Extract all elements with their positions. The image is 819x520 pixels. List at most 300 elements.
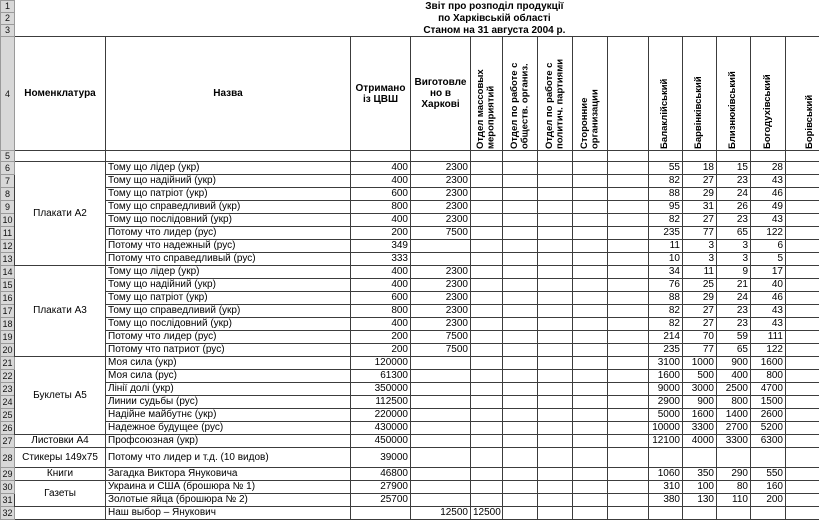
district-bohodukhivskyi-cell[interactable]: 5200 xyxy=(751,422,786,435)
unnamed-col-cell[interactable] xyxy=(608,266,649,279)
district-partial-cell[interactable] xyxy=(786,481,819,494)
district-bohodukhivskyi-cell[interactable]: 122 xyxy=(751,227,786,240)
row-header-8[interactable]: 8 xyxy=(1,188,15,201)
third-party-cell[interactable] xyxy=(573,468,608,481)
third-party-cell[interactable] xyxy=(573,383,608,396)
nomenclature-group-cell[interactable] xyxy=(15,507,106,520)
product-name-cell[interactable]: Надежное будущее (рус) xyxy=(106,422,351,435)
district-barvinkivskyi-cell[interactable]: 4000 xyxy=(683,435,717,448)
row-header-1[interactable]: 1 xyxy=(1,1,15,13)
district-blyzniukivskyi-cell[interactable]: 400 xyxy=(717,370,751,383)
col-header-district-balakliiskyi[interactable] xyxy=(649,37,683,151)
district-blyzniukivskyi-cell[interactable]: 26 xyxy=(717,201,751,214)
col-header-made[interactable]: Виготовлено в Харкові xyxy=(411,37,471,151)
unnamed-col-cell[interactable] xyxy=(608,305,649,318)
dept-parties-cell[interactable] xyxy=(538,331,573,344)
district-barvinkivskyi-cell[interactable]: 27 xyxy=(683,175,717,188)
product-name-cell[interactable]: Тому що послідовний (укр) xyxy=(106,214,351,227)
unnamed-col-cell[interactable] xyxy=(608,227,649,240)
district-balakliiskyi-cell[interactable]: 55 xyxy=(649,162,683,175)
made-cell[interactable]: 2300 xyxy=(411,292,471,305)
district-partial-cell[interactable] xyxy=(786,253,819,266)
row-header-25[interactable]: 25 xyxy=(1,409,15,422)
third-party-cell[interactable] xyxy=(573,507,608,520)
received-cell[interactable]: 350000 xyxy=(351,383,411,396)
received-cell[interactable]: 430000 xyxy=(351,422,411,435)
third-party-cell[interactable] xyxy=(573,227,608,240)
district-bohodukhivskyi-cell[interactable]: 43 xyxy=(751,318,786,331)
unnamed-col-cell[interactable] xyxy=(608,357,649,370)
product-name-cell[interactable]: Украина и США (брошюра № 1) xyxy=(106,481,351,494)
district-barvinkivskyi-cell[interactable]: 77 xyxy=(683,344,717,357)
unnamed-col-cell[interactable] xyxy=(608,344,649,357)
product-name-cell[interactable]: Моя сила (рус) xyxy=(106,370,351,383)
dept-parties-cell[interactable] xyxy=(538,175,573,188)
received-cell[interactable]: 200 xyxy=(351,331,411,344)
third-party-cell[interactable] xyxy=(573,214,608,227)
district-blyzniukivskyi-cell[interactable]: 15 xyxy=(717,162,751,175)
empty-cell[interactable] xyxy=(351,151,411,162)
received-cell[interactable]: 200 xyxy=(351,344,411,357)
district-blyzniukivskyi-cell[interactable]: 23 xyxy=(717,318,751,331)
row-header-24[interactable]: 24 xyxy=(1,396,15,409)
district-blyzniukivskyi-cell[interactable]: 65 xyxy=(717,344,751,357)
district-bohodukhivskyi-cell[interactable]: 200 xyxy=(751,494,786,507)
dept-mass-cell[interactable] xyxy=(471,494,503,507)
dept-mass-cell[interactable] xyxy=(471,253,503,266)
product-name-cell[interactable]: Тому що справедливий (укр) xyxy=(106,305,351,318)
district-balakliiskyi-cell[interactable]: 2900 xyxy=(649,396,683,409)
dept-public-cell[interactable] xyxy=(503,331,538,344)
col-header-dept-parties[interactable] xyxy=(538,37,573,151)
row-header-20[interactable]: 20 xyxy=(1,344,15,357)
district-partial-cell[interactable] xyxy=(786,448,819,468)
district-blyzniukivskyi-cell[interactable]: 2500 xyxy=(717,383,751,396)
dept-parties-cell[interactable] xyxy=(538,188,573,201)
unnamed-col-cell[interactable] xyxy=(608,448,649,468)
dept-mass-cell[interactable] xyxy=(471,481,503,494)
dept-parties-cell[interactable] xyxy=(538,227,573,240)
district-blyzniukivskyi-cell[interactable]: 21 xyxy=(717,279,751,292)
nomenclature-group-cell[interactable]: Плакати А2 xyxy=(15,162,106,266)
third-party-cell[interactable] xyxy=(573,370,608,383)
district-barvinkivskyi-cell[interactable]: 130 xyxy=(683,494,717,507)
district-partial-cell[interactable] xyxy=(786,318,819,331)
third-party-cell[interactable] xyxy=(573,357,608,370)
col-header-district-partial[interactable] xyxy=(786,37,819,151)
product-name-cell[interactable]: Загадка Виктора Януковича xyxy=(106,468,351,481)
district-partial-cell[interactable] xyxy=(786,201,819,214)
district-blyzniukivskyi-cell[interactable]: 290 xyxy=(717,468,751,481)
dept-parties-cell[interactable] xyxy=(538,305,573,318)
empty-cell[interactable] xyxy=(683,151,717,162)
dept-public-cell[interactable] xyxy=(503,468,538,481)
row-header-19[interactable]: 19 xyxy=(1,331,15,344)
row-header-32[interactable]: 32 xyxy=(1,507,15,520)
made-cell[interactable]: 2300 xyxy=(411,214,471,227)
district-barvinkivskyi-cell[interactable]: 27 xyxy=(683,305,717,318)
district-partial-cell[interactable] xyxy=(786,422,819,435)
district-bohodukhivskyi-cell[interactable] xyxy=(751,448,786,468)
nomenclature-group-cell[interactable]: Книги xyxy=(15,468,106,481)
district-partial-cell[interactable] xyxy=(786,344,819,357)
empty-cell[interactable] xyxy=(608,151,649,162)
dept-public-cell[interactable] xyxy=(503,435,538,448)
col-header-third-party[interactable] xyxy=(573,37,608,151)
district-blyzniukivskyi-cell[interactable]: 1400 xyxy=(717,409,751,422)
nomenclature-group-cell[interactable]: Листовки А4 xyxy=(15,435,106,448)
dept-public-cell[interactable] xyxy=(503,481,538,494)
row-header-29[interactable]: 29 xyxy=(1,468,15,481)
product-name-cell[interactable]: Тому що справедливий (укр) xyxy=(106,201,351,214)
third-party-cell[interactable] xyxy=(573,292,608,305)
district-partial-cell[interactable] xyxy=(786,227,819,240)
district-partial-cell[interactable] xyxy=(786,494,819,507)
empty-cell[interactable] xyxy=(649,151,683,162)
district-balakliiskyi-cell[interactable]: 34 xyxy=(649,266,683,279)
made-cell[interactable]: 2300 xyxy=(411,279,471,292)
dept-mass-cell[interactable] xyxy=(471,240,503,253)
dept-parties-cell[interactable] xyxy=(538,383,573,396)
unnamed-col-cell[interactable] xyxy=(608,331,649,344)
district-balakliiskyi-cell[interactable]: 12100 xyxy=(649,435,683,448)
district-partial-cell[interactable] xyxy=(786,266,819,279)
dept-public-cell[interactable] xyxy=(503,370,538,383)
empty-cell[interactable] xyxy=(106,151,351,162)
dept-mass-cell[interactable] xyxy=(471,292,503,305)
dept-parties-cell[interactable] xyxy=(538,481,573,494)
district-partial-cell[interactable] xyxy=(786,507,819,520)
made-cell[interactable] xyxy=(411,253,471,266)
district-barvinkivskyi-cell[interactable]: 350 xyxy=(683,468,717,481)
empty-cell[interactable] xyxy=(411,151,471,162)
received-cell[interactable]: 800 xyxy=(351,201,411,214)
made-cell[interactable] xyxy=(411,383,471,396)
made-cell[interactable] xyxy=(411,370,471,383)
row-header-2[interactable]: 2 xyxy=(1,13,15,25)
dept-mass-cell[interactable] xyxy=(471,468,503,481)
dept-mass-cell[interactable] xyxy=(471,344,503,357)
received-cell[interactable]: 400 xyxy=(351,318,411,331)
made-cell[interactable]: 2300 xyxy=(411,175,471,188)
district-bohodukhivskyi-cell[interactable]: 17 xyxy=(751,266,786,279)
row-header-31[interactable]: 31 xyxy=(1,494,15,507)
dept-public-cell[interactable] xyxy=(503,422,538,435)
district-balakliiskyi-cell[interactable]: 9000 xyxy=(649,383,683,396)
unnamed-col-cell[interactable] xyxy=(608,383,649,396)
unnamed-col-cell[interactable] xyxy=(608,422,649,435)
district-balakliiskyi-cell[interactable]: 82 xyxy=(649,214,683,227)
dept-public-cell[interactable] xyxy=(503,494,538,507)
unnamed-col-cell[interactable] xyxy=(608,468,649,481)
district-bohodukhivskyi-cell[interactable]: 40 xyxy=(751,279,786,292)
row-header-6[interactable]: 6 xyxy=(1,162,15,175)
dept-parties-cell[interactable] xyxy=(538,292,573,305)
dept-parties-cell[interactable] xyxy=(538,214,573,227)
col-header-dept-mass[interactable] xyxy=(471,37,503,151)
dept-mass-cell[interactable] xyxy=(471,409,503,422)
row-header-9[interactable]: 9 xyxy=(1,201,15,214)
row-header-30[interactable]: 30 xyxy=(1,481,15,494)
unnamed-col-cell[interactable] xyxy=(608,162,649,175)
dept-parties-cell[interactable] xyxy=(538,201,573,214)
district-blyzniukivskyi-cell[interactable]: 23 xyxy=(717,305,751,318)
third-party-cell[interactable] xyxy=(573,188,608,201)
district-barvinkivskyi-cell[interactable]: 3 xyxy=(683,253,717,266)
dept-public-cell[interactable] xyxy=(503,305,538,318)
district-balakliiskyi-cell[interactable]: 1600 xyxy=(649,370,683,383)
dept-mass-cell[interactable] xyxy=(471,162,503,175)
received-cell[interactable]: 600 xyxy=(351,188,411,201)
received-cell[interactable]: 400 xyxy=(351,175,411,188)
district-partial-cell[interactable] xyxy=(786,468,819,481)
district-partial-cell[interactable] xyxy=(786,357,819,370)
made-cell[interactable]: 2300 xyxy=(411,266,471,279)
third-party-cell[interactable] xyxy=(573,162,608,175)
district-blyzniukivskyi-cell[interactable]: 23 xyxy=(717,214,751,227)
district-barvinkivskyi-cell[interactable]: 27 xyxy=(683,214,717,227)
product-name-cell[interactable]: Линии судьбы (рус) xyxy=(106,396,351,409)
row-header-15[interactable]: 15 xyxy=(1,279,15,292)
row-header-16[interactable]: 16 xyxy=(1,292,15,305)
district-bohodukhivskyi-cell[interactable]: 160 xyxy=(751,481,786,494)
district-bohodukhivskyi-cell[interactable]: 800 xyxy=(751,370,786,383)
received-cell[interactable]: 333 xyxy=(351,253,411,266)
col-header-district-blyzniukivskyi[interactable] xyxy=(717,37,751,151)
district-blyzniukivskyi-cell[interactable]: 23 xyxy=(717,175,751,188)
dept-parties-cell[interactable] xyxy=(538,279,573,292)
dept-public-cell[interactable] xyxy=(503,175,538,188)
received-cell[interactable]: 220000 xyxy=(351,409,411,422)
dept-mass-cell[interactable] xyxy=(471,331,503,344)
unnamed-col-cell[interactable] xyxy=(608,481,649,494)
third-party-cell[interactable] xyxy=(573,175,608,188)
district-bohodukhivskyi-cell[interactable]: 1600 xyxy=(751,357,786,370)
received-cell[interactable]: 112500 xyxy=(351,396,411,409)
district-blyzniukivskyi-cell[interactable]: 80 xyxy=(717,481,751,494)
received-cell[interactable]: 120000 xyxy=(351,357,411,370)
col-header-unnamed[interactable] xyxy=(608,37,649,151)
third-party-cell[interactable] xyxy=(573,448,608,468)
district-balakliiskyi-cell[interactable]: 82 xyxy=(649,318,683,331)
district-barvinkivskyi-cell[interactable]: 900 xyxy=(683,396,717,409)
received-cell[interactable]: 39000 xyxy=(351,448,411,468)
district-bohodukhivskyi-cell[interactable]: 43 xyxy=(751,214,786,227)
district-partial-cell[interactable] xyxy=(786,162,819,175)
district-balakliiskyi-cell[interactable]: 76 xyxy=(649,279,683,292)
made-cell[interactable]: 2300 xyxy=(411,188,471,201)
dept-parties-cell[interactable] xyxy=(538,409,573,422)
col-header-received[interactable]: Отримано із ЦВШ xyxy=(351,37,411,151)
product-name-cell[interactable]: Тому що патріот (укр) xyxy=(106,292,351,305)
district-balakliiskyi-cell[interactable]: 82 xyxy=(649,305,683,318)
district-bohodukhivskyi-cell[interactable]: 46 xyxy=(751,292,786,305)
third-party-cell[interactable] xyxy=(573,240,608,253)
district-partial-cell[interactable] xyxy=(786,214,819,227)
district-balakliiskyi-cell[interactable]: 11 xyxy=(649,240,683,253)
district-balakliiskyi-cell[interactable]: 88 xyxy=(649,188,683,201)
dept-mass-cell[interactable] xyxy=(471,422,503,435)
product-name-cell[interactable]: Лінії долі (укр) xyxy=(106,383,351,396)
district-partial-cell[interactable] xyxy=(786,409,819,422)
district-barvinkivskyi-cell[interactable]: 3300 xyxy=(683,422,717,435)
made-cell[interactable]: 7500 xyxy=(411,227,471,240)
row-header-18[interactable]: 18 xyxy=(1,318,15,331)
dept-public-cell[interactable] xyxy=(503,318,538,331)
third-party-cell[interactable] xyxy=(573,422,608,435)
third-party-cell[interactable] xyxy=(573,201,608,214)
row-header-26[interactable]: 26 xyxy=(1,422,15,435)
unnamed-col-cell[interactable] xyxy=(608,214,649,227)
dept-public-cell[interactable] xyxy=(503,279,538,292)
product-name-cell[interactable]: Потому что лидер и т.д. (10 видов) xyxy=(106,448,351,468)
unnamed-col-cell[interactable] xyxy=(608,279,649,292)
dept-public-cell[interactable] xyxy=(503,292,538,305)
district-bohodukhivskyi-cell[interactable] xyxy=(751,507,786,520)
made-cell[interactable] xyxy=(411,448,471,468)
product-name-cell[interactable]: Потому что справедливый (рус) xyxy=(106,253,351,266)
district-blyzniukivskyi-cell[interactable]: 2700 xyxy=(717,422,751,435)
district-barvinkivskyi-cell[interactable]: 11 xyxy=(683,266,717,279)
report-title-line2[interactable]: по Харківській області xyxy=(15,13,819,25)
unnamed-col-cell[interactable] xyxy=(608,507,649,520)
dept-mass-cell[interactable] xyxy=(471,370,503,383)
received-cell[interactable]: 400 xyxy=(351,279,411,292)
empty-cell[interactable] xyxy=(471,151,503,162)
dept-parties-cell[interactable] xyxy=(538,357,573,370)
district-partial-cell[interactable] xyxy=(786,292,819,305)
district-balakliiskyi-cell[interactable] xyxy=(649,448,683,468)
district-partial-cell[interactable] xyxy=(786,435,819,448)
district-barvinkivskyi-cell[interactable]: 1600 xyxy=(683,409,717,422)
dept-public-cell[interactable] xyxy=(503,507,538,520)
dept-parties-cell[interactable] xyxy=(538,448,573,468)
district-bohodukhivskyi-cell[interactable]: 43 xyxy=(751,305,786,318)
made-cell[interactable] xyxy=(411,422,471,435)
received-cell[interactable]: 400 xyxy=(351,266,411,279)
made-cell[interactable] xyxy=(411,357,471,370)
district-balakliiskyi-cell[interactable]: 1060 xyxy=(649,468,683,481)
row-header-13[interactable]: 13 xyxy=(1,253,15,266)
product-name-cell[interactable]: Потому что патриот (рус) xyxy=(106,344,351,357)
dept-mass-cell[interactable] xyxy=(471,201,503,214)
district-balakliiskyi-cell[interactable]: 214 xyxy=(649,331,683,344)
empty-cell[interactable] xyxy=(573,151,608,162)
district-balakliiskyi-cell[interactable]: 235 xyxy=(649,227,683,240)
dept-parties-cell[interactable] xyxy=(538,370,573,383)
report-title-line3[interactable]: Станом на 31 августа 2004 р. xyxy=(15,25,819,37)
col-header-district-barvinkivskyi[interactable] xyxy=(683,37,717,151)
district-blyzniukivskyi-cell[interactable]: 900 xyxy=(717,357,751,370)
third-party-cell[interactable] xyxy=(573,318,608,331)
district-blyzniukivskyi-cell[interactable] xyxy=(717,448,751,468)
row-header-7[interactable]: 7 xyxy=(1,175,15,188)
district-bohodukhivskyi-cell[interactable]: 4700 xyxy=(751,383,786,396)
made-cell[interactable] xyxy=(411,396,471,409)
received-cell[interactable] xyxy=(351,507,411,520)
district-blyzniukivskyi-cell[interactable]: 110 xyxy=(717,494,751,507)
dept-parties-cell[interactable] xyxy=(538,435,573,448)
district-partial-cell[interactable] xyxy=(786,396,819,409)
product-name-cell[interactable]: Тому що надійний (укр) xyxy=(106,279,351,292)
district-partial-cell[interactable] xyxy=(786,370,819,383)
district-balakliiskyi-cell[interactable]: 10 xyxy=(649,253,683,266)
dept-public-cell[interactable] xyxy=(503,266,538,279)
district-blyzniukivskyi-cell[interactable]: 800 xyxy=(717,396,751,409)
district-barvinkivskyi-cell[interactable]: 500 xyxy=(683,370,717,383)
third-party-cell[interactable] xyxy=(573,344,608,357)
dept-public-cell[interactable] xyxy=(503,201,538,214)
nomenclature-group-cell[interactable]: Буклеты А5 xyxy=(15,357,106,435)
received-cell[interactable]: 400 xyxy=(351,214,411,227)
third-party-cell[interactable] xyxy=(573,481,608,494)
dept-parties-cell[interactable] xyxy=(538,396,573,409)
district-partial-cell[interactable] xyxy=(786,175,819,188)
received-cell[interactable]: 46800 xyxy=(351,468,411,481)
third-party-cell[interactable] xyxy=(573,253,608,266)
made-cell[interactable] xyxy=(411,435,471,448)
dept-parties-cell[interactable] xyxy=(538,468,573,481)
third-party-cell[interactable] xyxy=(573,279,608,292)
district-partial-cell[interactable] xyxy=(786,305,819,318)
district-barvinkivskyi-cell[interactable]: 3000 xyxy=(683,383,717,396)
district-barvinkivskyi-cell[interactable]: 18 xyxy=(683,162,717,175)
nomenclature-group-cell[interactable]: Плакати А3 xyxy=(15,266,106,357)
district-blyzniukivskyi-cell[interactable]: 3 xyxy=(717,240,751,253)
district-blyzniukivskyi-cell[interactable] xyxy=(717,507,751,520)
row-header-28[interactable]: 28 xyxy=(1,448,15,468)
district-partial-cell[interactable] xyxy=(786,279,819,292)
unnamed-col-cell[interactable] xyxy=(608,240,649,253)
row-header-14[interactable]: 14 xyxy=(1,266,15,279)
row-header-21[interactable]: 21 xyxy=(1,357,15,370)
district-partial-cell[interactable] xyxy=(786,331,819,344)
row-header-11[interactable]: 11 xyxy=(1,227,15,240)
third-party-cell[interactable] xyxy=(573,409,608,422)
district-barvinkivskyi-cell[interactable]: 3 xyxy=(683,240,717,253)
dept-mass-cell[interactable] xyxy=(471,279,503,292)
row-header-3[interactable]: 3 xyxy=(1,25,15,37)
dept-mass-cell[interactable] xyxy=(471,383,503,396)
report-title-line1[interactable]: Звіт про розподіл продукції xyxy=(15,1,819,13)
received-cell[interactable]: 200 xyxy=(351,227,411,240)
product-name-cell[interactable]: Золотые яйца (брошюра № 2) xyxy=(106,494,351,507)
product-name-cell[interactable]: Тому що надійний (укр) xyxy=(106,175,351,188)
empty-cell[interactable] xyxy=(786,151,819,162)
unnamed-col-cell[interactable] xyxy=(608,253,649,266)
dept-parties-cell[interactable] xyxy=(538,240,573,253)
district-balakliiskyi-cell[interactable]: 82 xyxy=(649,175,683,188)
empty-cell[interactable] xyxy=(751,151,786,162)
district-barvinkivskyi-cell[interactable]: 27 xyxy=(683,318,717,331)
product-name-cell[interactable]: Тому що послідовний (укр) xyxy=(106,318,351,331)
dept-parties-cell[interactable] xyxy=(538,253,573,266)
district-barvinkivskyi-cell[interactable] xyxy=(683,507,717,520)
product-name-cell[interactable]: Моя сила (укр) xyxy=(106,357,351,370)
dept-public-cell[interactable] xyxy=(503,448,538,468)
dept-parties-cell[interactable] xyxy=(538,318,573,331)
district-bohodukhivskyi-cell[interactable]: 28 xyxy=(751,162,786,175)
dept-public-cell[interactable] xyxy=(503,409,538,422)
district-balakliiskyi-cell[interactable]: 310 xyxy=(649,481,683,494)
unnamed-col-cell[interactable] xyxy=(608,409,649,422)
district-balakliiskyi-cell[interactable]: 235 xyxy=(649,344,683,357)
district-balakliiskyi-cell[interactable]: 380 xyxy=(649,494,683,507)
product-name-cell[interactable]: Потому что надежный (рус) xyxy=(106,240,351,253)
district-partial-cell[interactable] xyxy=(786,383,819,396)
district-bohodukhivskyi-cell[interactable]: 6 xyxy=(751,240,786,253)
row-header-5[interactable]: 5 xyxy=(1,151,15,162)
